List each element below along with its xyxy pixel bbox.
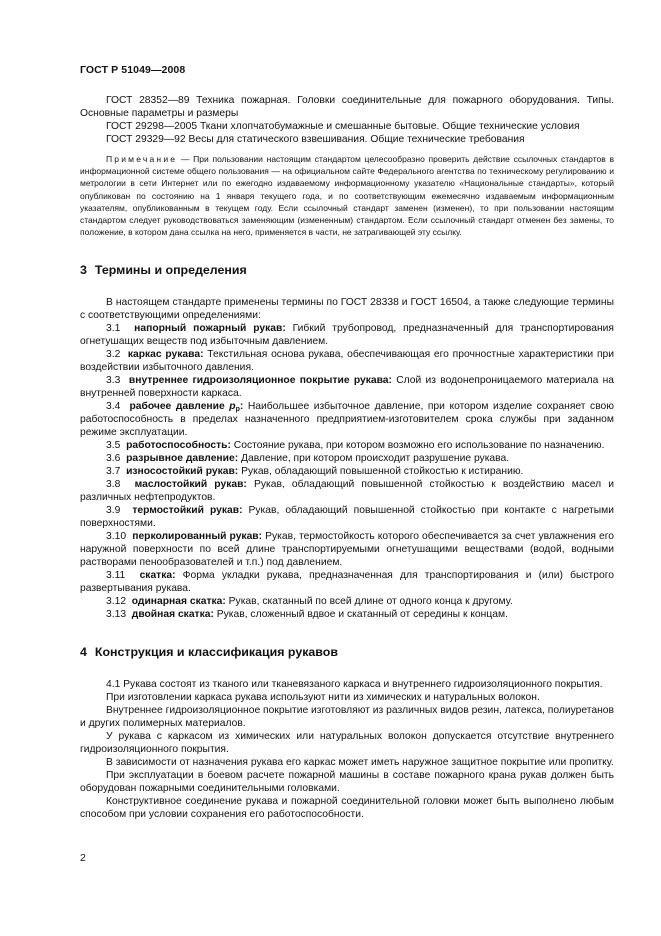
section-4-paragraph: В зависимости от назначения рукава его каркас может иметь наружное защитное покрытие или пропитку. (106, 757, 614, 769)
term-definition (80, 465, 614, 478)
term-number: 3.9 (106, 505, 121, 517)
section-4-heading (80, 646, 614, 659)
page-number: 2 (80, 852, 86, 864)
term-number: 3.13 (106, 609, 127, 621)
term-definition (80, 504, 614, 530)
note-label: Примечание (106, 154, 178, 164)
term-name: перколированный рукав: (132, 531, 263, 543)
reference-item: ГОСТ 29329—92 Весы для статического взвешивания. Общие технические требования (106, 134, 525, 145)
document-body (80, 94, 614, 821)
term-number: 3.3 (106, 375, 121, 387)
term-text: Рукав, обладающий повышенной стойкостью к воздействию масел и различных нефтепродуктов. (80, 479, 614, 504)
term-definition (80, 608, 614, 621)
term-name: рабочее давление (129, 401, 225, 413)
section-number: 3 (80, 263, 87, 278)
term-definition (80, 569, 614, 595)
term-definition (80, 439, 614, 452)
term-text: Гибкий трубопровод, предназначенный для транспортирования огнетушащих веществ под избыточным давлением. (80, 323, 614, 348)
term-name: двойная скатка: (131, 609, 214, 621)
term-name: износостойкий рукав: (126, 466, 239, 478)
references-list (80, 94, 614, 146)
section-title: Термины и определения (94, 263, 247, 278)
note-text: — При пользовании настоящим стандартом целесообразно проверить действие ссылочных стандартов в информационной системе общего пользования — на официальном сайте Федерального агентства по техническому регулированию и метрологии в сети Интернет или по ежегодно издаваемому информационному указателю «Национальные стандарты», который опубликован по состоянию на 1 января текущего года, и по соответствующим ежемесячно издаваемым информационным указателям, опубликованным в текущем году. Если ссылочный стандарт заменен (изменен), то при пользовании настоящим стандартом следует руководствоваться заменяющим (измененным) стандартом. Если ссылочный стандарт отменен без замены, то положение, в котором дана ссылка на него, применяется в части, не затрагивающей эту ссылку. (80, 154, 614, 238)
term-colon: : (239, 401, 244, 413)
term-text: Текстильная основа рукава, обеспечивающая его прочностные характеристики при воздействии избыточного давления. (80, 349, 614, 374)
term-name: маслостойкий рукав: (134, 479, 247, 491)
term-text: Состояние рукава, при котором возможно его использование по назначению. (230, 440, 605, 452)
term-text: Форма укладки рукава, предназначенная для транспортирования и (или) быстрого развертывания рукава. (80, 570, 614, 595)
term-name: работоспособность: (126, 440, 231, 452)
term-number: 3.11 (106, 570, 126, 582)
term-symbol-subscript: р (235, 406, 240, 414)
term-text: Наибольшее избыточное давление, при котором изделие сохраняет свою работоспособность в пределах назначенного предприятием-изготовителем срока службы при заданном режиме эксплуатации. (80, 401, 614, 439)
term-text: Слой из водонепроницаемого материала на внутренней поверхности каркаса. (80, 375, 614, 400)
term-text: Рукав, обладающий повышенной стойкостью к истиранию. (238, 466, 524, 478)
section-4-paragraph: У рукава с каркасом из химических или натуральных волокон допускается отсутствие внутреннего гидроизоляционного покрытия. (80, 731, 614, 756)
term-definition (80, 348, 614, 374)
document-header: ГОСТ Р 51049—2008 (80, 64, 186, 76)
term-definition (80, 322, 614, 348)
reference-item: ГОСТ 29298—2005 Ткани хлопчатобумажные и смешанные бытовые. Общие технические условия (106, 121, 580, 132)
term-text: Рукав, обладающий повышенной стойкостью при контакте с нагретыми поверхностями. (80, 505, 614, 530)
term-definition (80, 374, 614, 400)
term-name: одинарная скатка: (131, 596, 226, 608)
term-text: Рукав, сложенный вдвое и скатанный от середины к концам. (213, 609, 508, 621)
term-symbol-letter: p (229, 401, 236, 413)
section-4-paragraph: При изготовлении каркаса рукава используют нити из химических и натуральных волокон. (106, 692, 540, 704)
section-4-body (80, 678, 614, 821)
section-4-paragraph: Конструктивное соединение рукава и пожарной соединительной головки может быть выполнено любым способом при условии сохранения его работоспособности. (80, 796, 614, 821)
term-number: 3.7 (106, 466, 121, 478)
reference-item: ГОСТ 28352—89 Техника пожарная. Головки соединительные для пожарного оборудования. Типы. Основные параметры и размеры (80, 95, 614, 119)
term-definition (80, 530, 614, 569)
term-number: 3.2 (106, 349, 121, 361)
section-3-heading (80, 264, 614, 277)
term-number: 3.10 (106, 531, 127, 543)
term-number: 3.4 (106, 401, 121, 413)
note-block (80, 153, 614, 238)
term-number: 3.5 (106, 440, 121, 452)
term-name: разрывное давление: (126, 453, 239, 465)
section-title: Конструкция и классификация рукавов (94, 645, 338, 660)
term-definition (80, 478, 614, 504)
section-number: 4 (80, 645, 87, 660)
term-name: напорный пожарный рукав: (134, 323, 286, 335)
term-number: 3.1 (106, 323, 121, 335)
term-name: внутреннее гидроизоляционное покрытие рукава: (128, 375, 392, 387)
section-4-paragraph: 4.1 Рукава состоят из тканого или тканевязаного каркаса и внутреннего гидроизоляционного покрытия. (106, 679, 603, 691)
term-definition (80, 400, 614, 439)
term-name: скатка: (139, 570, 176, 582)
term-number: 3.6 (106, 453, 121, 465)
term-name: каркас рукава: (127, 349, 204, 361)
term-text: Рукав, термостойкость которого обеспечивается за счет увлажнения его наружной поверхности по всей длине транспортируемыми огнетушащими веществами (водой, водными растворами пенообразователей и т.п.) под давлением. (80, 531, 614, 569)
section-4-paragraph: При эксплуатации в боевом расчете пожарной машины в составе пожарного крана рукав должен быть оборудован пожарными соединительными головками. (80, 770, 614, 795)
term-name: термостойкий рукав: (132, 505, 243, 517)
term-text: Рукав, скатанный по всей длине от одного конца к другому. (225, 596, 513, 608)
term-definition (80, 452, 614, 465)
term-number: 3.8 (106, 479, 121, 491)
terms-list (80, 322, 614, 621)
term-definition (80, 595, 614, 608)
section-4-paragraph: Внутреннее гидроизоляционное покрытие изготовляют из различных видов резин, латекса, полиуретанов и других полимерных материалов. (80, 705, 614, 730)
term-number: 3.12 (106, 596, 127, 608)
section-3-intro: В настоящем стандарте применены термины по ГОСТ 28338 и ГОСТ 16504, а также следующие термины с соответствующими определениями: (80, 297, 614, 322)
term-text: Давление, при котором происходит разрушение рукава. (238, 453, 510, 465)
term-symbol (229, 401, 243, 412)
